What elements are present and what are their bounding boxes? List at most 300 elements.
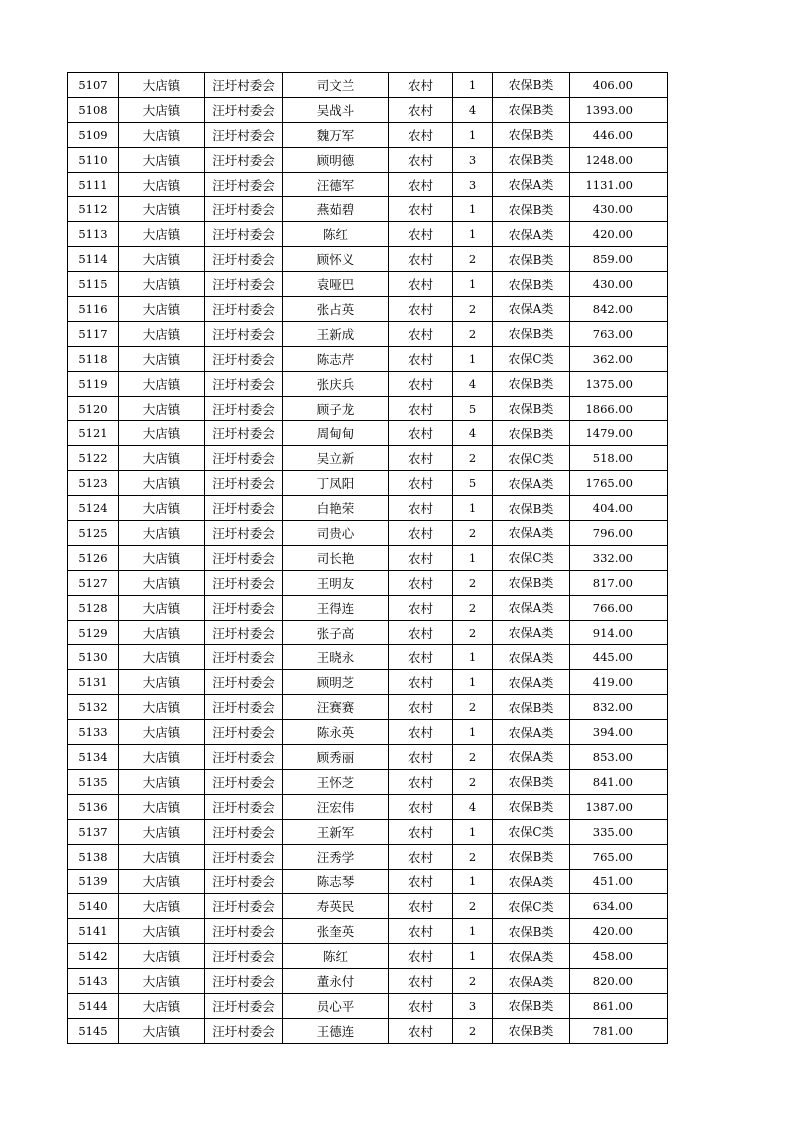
insurance-category-cell: 农保B类 xyxy=(493,1018,570,1043)
area-type-cell: 农村 xyxy=(389,595,453,620)
person-name-cell: 寿英民 xyxy=(283,894,389,919)
record-number-cell: 5123 xyxy=(68,471,119,496)
insurance-category-cell: 农保B类 xyxy=(493,247,570,272)
insurance-category-cell: 农保B类 xyxy=(493,122,570,147)
insurance-category-cell: 农保B类 xyxy=(493,97,570,122)
record-number-cell: 5124 xyxy=(68,496,119,521)
area-type-cell: 农村 xyxy=(389,745,453,770)
town-cell: 大店镇 xyxy=(119,645,205,670)
table-row xyxy=(68,869,668,894)
person-name-cell: 张庆兵 xyxy=(283,371,389,396)
table-row xyxy=(68,471,668,496)
insurance-category-cell: 农保B类 xyxy=(493,371,570,396)
area-type-cell: 农村 xyxy=(389,446,453,471)
village-committee-cell: 汪圩村委会 xyxy=(205,297,283,322)
person-name-cell: 王新军 xyxy=(283,819,389,844)
village-committee-cell: 汪圩村委会 xyxy=(205,396,283,421)
town-cell: 大店镇 xyxy=(119,944,205,969)
town-cell: 大店镇 xyxy=(119,794,205,819)
table-row xyxy=(68,944,668,969)
record-number-cell: 5113 xyxy=(68,222,119,247)
town-cell: 大店镇 xyxy=(119,993,205,1018)
person-name-cell: 吴立新 xyxy=(283,446,389,471)
amount-cell: 766.00 xyxy=(570,595,668,620)
record-number-cell: 5120 xyxy=(68,396,119,421)
amount-cell: 1387.00 xyxy=(570,794,668,819)
household-size-cell: 1 xyxy=(453,919,493,944)
town-cell: 大店镇 xyxy=(119,844,205,869)
insurance-category-cell: 农保C类 xyxy=(493,894,570,919)
town-cell: 大店镇 xyxy=(119,247,205,272)
household-size-cell: 2 xyxy=(453,769,493,794)
area-type-cell: 农村 xyxy=(389,371,453,396)
household-size-cell: 5 xyxy=(453,471,493,496)
town-cell: 大店镇 xyxy=(119,147,205,172)
amount-cell: 796.00 xyxy=(570,521,668,546)
area-type-cell: 农村 xyxy=(389,346,453,371)
table-row xyxy=(68,595,668,620)
town-cell: 大店镇 xyxy=(119,695,205,720)
person-name-cell: 顾明德 xyxy=(283,147,389,172)
insurance-category-cell: 农保B类 xyxy=(493,570,570,595)
amount-cell: 335.00 xyxy=(570,819,668,844)
person-name-cell: 员心平 xyxy=(283,993,389,1018)
table-row xyxy=(68,446,668,471)
village-committee-cell: 汪圩村委会 xyxy=(205,321,283,346)
insurance-category-cell: 农保C类 xyxy=(493,545,570,570)
person-name-cell: 张奎英 xyxy=(283,919,389,944)
amount-cell: 518.00 xyxy=(570,446,668,471)
town-cell: 大店镇 xyxy=(119,869,205,894)
table-row xyxy=(68,794,668,819)
village-committee-cell: 汪圩村委会 xyxy=(205,993,283,1018)
table-row xyxy=(68,496,668,521)
area-type-cell: 农村 xyxy=(389,471,453,496)
insurance-category-cell: 农保B类 xyxy=(493,769,570,794)
insurance-category-cell: 农保B类 xyxy=(493,695,570,720)
person-name-cell: 顾怀义 xyxy=(283,247,389,272)
amount-cell: 362.00 xyxy=(570,346,668,371)
record-number-cell: 5115 xyxy=(68,272,119,297)
town-cell: 大店镇 xyxy=(119,73,205,98)
village-committee-cell: 汪圩村委会 xyxy=(205,222,283,247)
household-size-cell: 2 xyxy=(453,247,493,272)
area-type-cell: 农村 xyxy=(389,97,453,122)
insurance-category-cell: 农保A类 xyxy=(493,969,570,994)
town-cell: 大店镇 xyxy=(119,919,205,944)
amount-cell: 1765.00 xyxy=(570,471,668,496)
area-type-cell: 农村 xyxy=(389,844,453,869)
person-name-cell: 汪宏伟 xyxy=(283,794,389,819)
person-name-cell: 魏万军 xyxy=(283,122,389,147)
table-row xyxy=(68,570,668,595)
amount-cell: 451.00 xyxy=(570,869,668,894)
amount-cell: 832.00 xyxy=(570,695,668,720)
table-row xyxy=(68,172,668,197)
household-size-cell: 3 xyxy=(453,993,493,1018)
person-name-cell: 王新成 xyxy=(283,321,389,346)
village-committee-cell: 汪圩村委会 xyxy=(205,595,283,620)
household-size-cell: 1 xyxy=(453,496,493,521)
village-committee-cell: 汪圩村委会 xyxy=(205,521,283,546)
area-type-cell: 农村 xyxy=(389,944,453,969)
town-cell: 大店镇 xyxy=(119,446,205,471)
amount-cell: 404.00 xyxy=(570,496,668,521)
record-number-cell: 5137 xyxy=(68,819,119,844)
town-cell: 大店镇 xyxy=(119,222,205,247)
town-cell: 大店镇 xyxy=(119,471,205,496)
record-number-cell: 5114 xyxy=(68,247,119,272)
record-number-cell: 5139 xyxy=(68,869,119,894)
village-committee-cell: 汪圩村委会 xyxy=(205,620,283,645)
insurance-category-cell: 农保A类 xyxy=(493,595,570,620)
household-size-cell: 1 xyxy=(453,944,493,969)
amount-cell: 820.00 xyxy=(570,969,668,994)
person-name-cell: 王明友 xyxy=(283,570,389,595)
table-row xyxy=(68,620,668,645)
person-name-cell: 白艳荣 xyxy=(283,496,389,521)
area-type-cell: 农村 xyxy=(389,147,453,172)
insurance-category-cell: 农保B类 xyxy=(493,794,570,819)
amount-cell: 458.00 xyxy=(570,944,668,969)
table-row xyxy=(68,247,668,272)
household-size-cell: 2 xyxy=(453,844,493,869)
insurance-category-cell: 农保B类 xyxy=(493,396,570,421)
person-name-cell: 司文兰 xyxy=(283,73,389,98)
area-type-cell: 农村 xyxy=(389,197,453,222)
town-cell: 大店镇 xyxy=(119,346,205,371)
village-committee-cell: 汪圩村委会 xyxy=(205,844,283,869)
amount-cell: 1866.00 xyxy=(570,396,668,421)
village-committee-cell: 汪圩村委会 xyxy=(205,147,283,172)
record-number-cell: 5129 xyxy=(68,620,119,645)
person-name-cell: 司长艳 xyxy=(283,545,389,570)
record-number-cell: 5141 xyxy=(68,919,119,944)
person-name-cell: 董永付 xyxy=(283,969,389,994)
household-size-cell: 2 xyxy=(453,969,493,994)
insurance-category-cell: 农保A类 xyxy=(493,670,570,695)
table-row xyxy=(68,993,668,1018)
village-committee-cell: 汪圩村委会 xyxy=(205,745,283,770)
household-size-cell: 1 xyxy=(453,545,493,570)
table-row xyxy=(68,720,668,745)
table-row xyxy=(68,844,668,869)
amount-cell: 445.00 xyxy=(570,645,668,670)
town-cell: 大店镇 xyxy=(119,321,205,346)
record-number-cell: 5107 xyxy=(68,73,119,98)
town-cell: 大店镇 xyxy=(119,371,205,396)
person-name-cell: 顾秀丽 xyxy=(283,745,389,770)
table-row xyxy=(68,346,668,371)
table-row xyxy=(68,1018,668,1043)
amount-cell: 765.00 xyxy=(570,844,668,869)
amount-cell: 842.00 xyxy=(570,297,668,322)
area-type-cell: 农村 xyxy=(389,993,453,1018)
household-size-cell: 1 xyxy=(453,670,493,695)
town-cell: 大店镇 xyxy=(119,272,205,297)
village-committee-cell: 汪圩村委会 xyxy=(205,695,283,720)
insurance-category-cell: 农保B类 xyxy=(493,321,570,346)
area-type-cell: 农村 xyxy=(389,769,453,794)
household-size-cell: 2 xyxy=(453,321,493,346)
amount-cell: 859.00 xyxy=(570,247,668,272)
village-committee-cell: 汪圩村委会 xyxy=(205,346,283,371)
person-name-cell: 司贵心 xyxy=(283,521,389,546)
insurance-category-cell: 农保A类 xyxy=(493,645,570,670)
town-cell: 大店镇 xyxy=(119,769,205,794)
record-number-cell: 5128 xyxy=(68,595,119,620)
village-committee-cell: 汪圩村委会 xyxy=(205,197,283,222)
area-type-cell: 农村 xyxy=(389,720,453,745)
insurance-category-cell: 农保A类 xyxy=(493,869,570,894)
town-cell: 大店镇 xyxy=(119,122,205,147)
area-type-cell: 农村 xyxy=(389,545,453,570)
insurance-category-cell: 农保B类 xyxy=(493,272,570,297)
household-size-cell: 2 xyxy=(453,620,493,645)
area-type-cell: 农村 xyxy=(389,321,453,346)
insurance-category-cell: 农保A类 xyxy=(493,620,570,645)
amount-cell: 841.00 xyxy=(570,769,668,794)
insurance-category-cell: 农保A类 xyxy=(493,720,570,745)
table-row xyxy=(68,272,668,297)
area-type-cell: 农村 xyxy=(389,570,453,595)
household-size-cell: 3 xyxy=(453,147,493,172)
amount-cell: 1248.00 xyxy=(570,147,668,172)
insurance-category-cell: 农保A类 xyxy=(493,172,570,197)
person-name-cell: 陈永英 xyxy=(283,720,389,745)
town-cell: 大店镇 xyxy=(119,545,205,570)
record-number-cell: 5135 xyxy=(68,769,119,794)
village-committee-cell: 汪圩村委会 xyxy=(205,73,283,98)
amount-cell: 1375.00 xyxy=(570,371,668,396)
record-number-cell: 5121 xyxy=(68,421,119,446)
town-cell: 大店镇 xyxy=(119,197,205,222)
area-type-cell: 农村 xyxy=(389,794,453,819)
household-size-cell: 1 xyxy=(453,720,493,745)
town-cell: 大店镇 xyxy=(119,620,205,645)
household-size-cell: 3 xyxy=(453,172,493,197)
person-name-cell: 陈红 xyxy=(283,944,389,969)
household-size-cell: 2 xyxy=(453,297,493,322)
record-number-cell: 5138 xyxy=(68,844,119,869)
record-number-cell: 5117 xyxy=(68,321,119,346)
household-size-cell: 2 xyxy=(453,695,493,720)
village-committee-cell: 汪圩村委会 xyxy=(205,172,283,197)
table-row xyxy=(68,545,668,570)
town-cell: 大店镇 xyxy=(119,595,205,620)
person-name-cell: 顾明芝 xyxy=(283,670,389,695)
village-committee-cell: 汪圩村委会 xyxy=(205,720,283,745)
record-number-cell: 5143 xyxy=(68,969,119,994)
village-committee-cell: 汪圩村委会 xyxy=(205,122,283,147)
household-size-cell: 2 xyxy=(453,446,493,471)
person-name-cell: 吴战斗 xyxy=(283,97,389,122)
household-size-cell: 2 xyxy=(453,1018,493,1043)
record-number-cell: 5134 xyxy=(68,745,119,770)
record-number-cell: 5108 xyxy=(68,97,119,122)
town-cell: 大店镇 xyxy=(119,969,205,994)
household-size-cell: 1 xyxy=(453,819,493,844)
person-name-cell: 张占英 xyxy=(283,297,389,322)
amount-cell: 781.00 xyxy=(570,1018,668,1043)
amount-cell: 817.00 xyxy=(570,570,668,595)
household-size-cell: 2 xyxy=(453,521,493,546)
household-size-cell: 1 xyxy=(453,73,493,98)
amount-cell: 763.00 xyxy=(570,321,668,346)
record-number-cell: 5131 xyxy=(68,670,119,695)
amount-cell: 1479.00 xyxy=(570,421,668,446)
insurance-category-cell: 农保A类 xyxy=(493,297,570,322)
record-number-cell: 5110 xyxy=(68,147,119,172)
person-name-cell: 袁哑巴 xyxy=(283,272,389,297)
household-size-cell: 4 xyxy=(453,371,493,396)
insurance-category-cell: 农保B类 xyxy=(493,496,570,521)
record-number-cell: 5116 xyxy=(68,297,119,322)
insurance-category-cell: 农保B类 xyxy=(493,147,570,172)
area-type-cell: 农村 xyxy=(389,620,453,645)
insurance-category-cell: 农保B类 xyxy=(493,73,570,98)
village-committee-cell: 汪圩村委会 xyxy=(205,645,283,670)
table-row xyxy=(68,197,668,222)
village-committee-cell: 汪圩村委会 xyxy=(205,769,283,794)
record-number-cell: 5122 xyxy=(68,446,119,471)
village-committee-cell: 汪圩村委会 xyxy=(205,371,283,396)
insurance-category-cell: 农保B类 xyxy=(493,844,570,869)
table-row xyxy=(68,919,668,944)
records-table-body xyxy=(68,73,668,1044)
household-size-cell: 5 xyxy=(453,396,493,421)
household-size-cell: 1 xyxy=(453,122,493,147)
records-table xyxy=(67,72,668,1044)
table-row xyxy=(68,521,668,546)
village-committee-cell: 汪圩村委会 xyxy=(205,819,283,844)
person-name-cell: 陈志芹 xyxy=(283,346,389,371)
town-cell: 大店镇 xyxy=(119,670,205,695)
household-size-cell: 4 xyxy=(453,421,493,446)
village-committee-cell: 汪圩村委会 xyxy=(205,794,283,819)
household-size-cell: 2 xyxy=(453,745,493,770)
household-size-cell: 1 xyxy=(453,346,493,371)
area-type-cell: 农村 xyxy=(389,521,453,546)
amount-cell: 1393.00 xyxy=(570,97,668,122)
area-type-cell: 农村 xyxy=(389,122,453,147)
amount-cell: 430.00 xyxy=(570,272,668,297)
area-type-cell: 农村 xyxy=(389,247,453,272)
amount-cell: 446.00 xyxy=(570,122,668,147)
area-type-cell: 农村 xyxy=(389,819,453,844)
household-size-cell: 1 xyxy=(453,222,493,247)
insurance-category-cell: 农保B类 xyxy=(493,919,570,944)
record-number-cell: 5127 xyxy=(68,570,119,595)
person-name-cell: 丁凤阳 xyxy=(283,471,389,496)
area-type-cell: 农村 xyxy=(389,695,453,720)
household-size-cell: 1 xyxy=(453,869,493,894)
insurance-category-cell: 农保A类 xyxy=(493,745,570,770)
amount-cell: 332.00 xyxy=(570,545,668,570)
village-committee-cell: 汪圩村委会 xyxy=(205,446,283,471)
town-cell: 大店镇 xyxy=(119,172,205,197)
table-row xyxy=(68,97,668,122)
person-name-cell: 王得连 xyxy=(283,595,389,620)
record-number-cell: 5144 xyxy=(68,993,119,1018)
insurance-category-cell: 农保A类 xyxy=(493,521,570,546)
household-size-cell: 1 xyxy=(453,645,493,670)
town-cell: 大店镇 xyxy=(119,1018,205,1043)
amount-cell: 406.00 xyxy=(570,73,668,98)
table-row xyxy=(68,321,668,346)
person-name-cell: 汪赛赛 xyxy=(283,695,389,720)
person-name-cell: 王怀芝 xyxy=(283,769,389,794)
record-number-cell: 5125 xyxy=(68,521,119,546)
insurance-category-cell: 农保C类 xyxy=(493,346,570,371)
village-committee-cell: 汪圩村委会 xyxy=(205,545,283,570)
amount-cell: 419.00 xyxy=(570,670,668,695)
household-size-cell: 1 xyxy=(453,197,493,222)
town-cell: 大店镇 xyxy=(119,297,205,322)
town-cell: 大店镇 xyxy=(119,570,205,595)
area-type-cell: 农村 xyxy=(389,297,453,322)
table-row xyxy=(68,297,668,322)
table-row xyxy=(68,695,668,720)
area-type-cell: 农村 xyxy=(389,1018,453,1043)
person-name-cell: 陈志琴 xyxy=(283,869,389,894)
household-size-cell: 2 xyxy=(453,570,493,595)
insurance-category-cell: 农保A类 xyxy=(493,944,570,969)
record-number-cell: 5136 xyxy=(68,794,119,819)
table-row xyxy=(68,745,668,770)
table-row xyxy=(68,969,668,994)
table-row xyxy=(68,122,668,147)
insurance-category-cell: 农保B类 xyxy=(493,993,570,1018)
person-name-cell: 周甸甸 xyxy=(283,421,389,446)
village-committee-cell: 汪圩村委会 xyxy=(205,919,283,944)
person-name-cell: 顾子龙 xyxy=(283,396,389,421)
village-committee-cell: 汪圩村委会 xyxy=(205,894,283,919)
record-number-cell: 5119 xyxy=(68,371,119,396)
town-cell: 大店镇 xyxy=(119,396,205,421)
insurance-category-cell: 农保A类 xyxy=(493,222,570,247)
village-committee-cell: 汪圩村委会 xyxy=(205,471,283,496)
area-type-cell: 农村 xyxy=(389,969,453,994)
person-name-cell: 王晓永 xyxy=(283,645,389,670)
village-committee-cell: 汪圩村委会 xyxy=(205,272,283,297)
table-row xyxy=(68,222,668,247)
village-committee-cell: 汪圩村委会 xyxy=(205,247,283,272)
household-size-cell: 4 xyxy=(453,794,493,819)
table-row xyxy=(68,396,668,421)
table-row xyxy=(68,819,668,844)
table-row xyxy=(68,645,668,670)
person-name-cell: 陈红 xyxy=(283,222,389,247)
area-type-cell: 农村 xyxy=(389,172,453,197)
record-number-cell: 5112 xyxy=(68,197,119,222)
household-size-cell: 2 xyxy=(453,595,493,620)
amount-cell: 420.00 xyxy=(570,222,668,247)
area-type-cell: 农村 xyxy=(389,894,453,919)
table-row xyxy=(68,894,668,919)
insurance-category-cell: 农保B类 xyxy=(493,197,570,222)
table-row xyxy=(68,147,668,172)
area-type-cell: 农村 xyxy=(389,919,453,944)
table-row xyxy=(68,769,668,794)
record-number-cell: 5145 xyxy=(68,1018,119,1043)
village-committee-cell: 汪圩村委会 xyxy=(205,421,283,446)
amount-cell: 853.00 xyxy=(570,745,668,770)
insurance-category-cell: 农保A类 xyxy=(493,471,570,496)
town-cell: 大店镇 xyxy=(119,97,205,122)
town-cell: 大店镇 xyxy=(119,521,205,546)
amount-cell: 634.00 xyxy=(570,894,668,919)
